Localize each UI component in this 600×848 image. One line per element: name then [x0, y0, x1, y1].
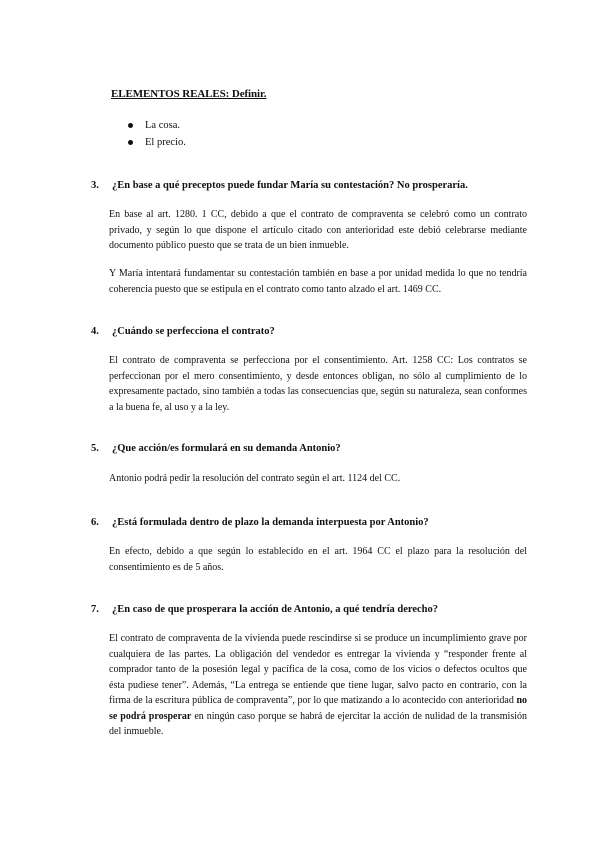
question-number: 6.	[91, 517, 99, 528]
question-4-heading	[91, 326, 275, 337]
question-5-heading	[91, 443, 341, 454]
answer-paragraph: Antonio podrá pedir la resolución del contrato según el art. 1124 del CC.	[109, 473, 401, 484]
answer-paragraph: En efecto, debido a que según lo establecido en el art. 1964 CC el plazo para la resolución del consentimiento es de 5 años.	[109, 546, 527, 573]
bullet-list	[128, 117, 186, 151]
answer-paragraph	[109, 631, 527, 740]
question-3-heading	[91, 180, 468, 191]
list-item-text: El precio.	[145, 137, 186, 148]
question-number: 4.	[91, 326, 99, 337]
question-number: 7.	[91, 604, 99, 615]
question-title: ¿En base a qué preceptos puede fundar María su contestación? No prosperaría.	[112, 180, 468, 191]
answer-paragraph: El contrato de compraventa se perfecciona por el consentimiento. Art. 1258 CC: Los contratos se perfeccionan por el mero consentimiento, y desde entonces obligan, no sólo al cumplimiento de lo expresamente pactado, sino también a todas las consecuencias que, según su naturaleza, sean conformes a la buena fe, al uso y a la ley.	[109, 355, 527, 413]
answer-paragraph: En base al art. 1280. 1 CC, debido a que el contrato de compraventa se celebró como un contrato privado, y según lo que dispone el artículo citado con anterioridad este debió celebrarse mediante documento público puesto que se trata de un bien inmueble.	[109, 209, 527, 251]
answer-text: en ningún caso porque se habrá de ejercitar la acción de nulidad de la transmisión del inmueble.	[109, 710, 528, 737]
list-item	[128, 117, 186, 134]
question-title: ¿En caso de que prosperara la acción de Antonio, a qué tendría derecho?	[112, 604, 438, 615]
question-number: 5.	[91, 443, 99, 454]
bullet-dot-icon	[128, 140, 133, 145]
answer-emphasis: no se podrá prosperar	[109, 695, 528, 722]
answer-paragraph: Y María intentará fundamentar su contestación también en base a por unidad medida lo que no tendría coherencia puesto que se estipula en el contrato como tanto alzado el art. 1469 CC.	[109, 268, 527, 295]
list-item	[128, 134, 186, 151]
section-heading: ELEMENTOS REALES: Definir.	[111, 88, 267, 100]
question-number: 3.	[91, 180, 99, 191]
question-title: ¿Está formulada dentro de plazo la demanda interpuesta por Antonio?	[112, 517, 429, 528]
bullet-dot-icon	[128, 123, 133, 128]
question-7-heading	[91, 604, 438, 615]
question-title: ¿Cuándo se perfecciona el contrato?	[112, 326, 275, 337]
question-title: ¿Que acción/es formulará en su demanda Antonio?	[112, 443, 341, 454]
list-item-text: La cosa.	[145, 120, 180, 131]
question-6-heading	[91, 517, 429, 528]
answer-text: El contrato de compraventa de la vivienda puede rescindirse si se produce un incumplimiento grave por cualquiera de las partes. La obligación del vendedor es entregar la vivienda y “responder frente al comprador tanto de la posesión legal y pacífica de la cosa, como de los vicios o defectos ocultos que ésta pudiese tener”. Además, “La entrega se entiende que tiene lugar, salvo pacto en contrario, con la firma de la escritura pública de compraventa”, por lo que matizando a lo acontecido con anterioridad	[109, 633, 527, 706]
